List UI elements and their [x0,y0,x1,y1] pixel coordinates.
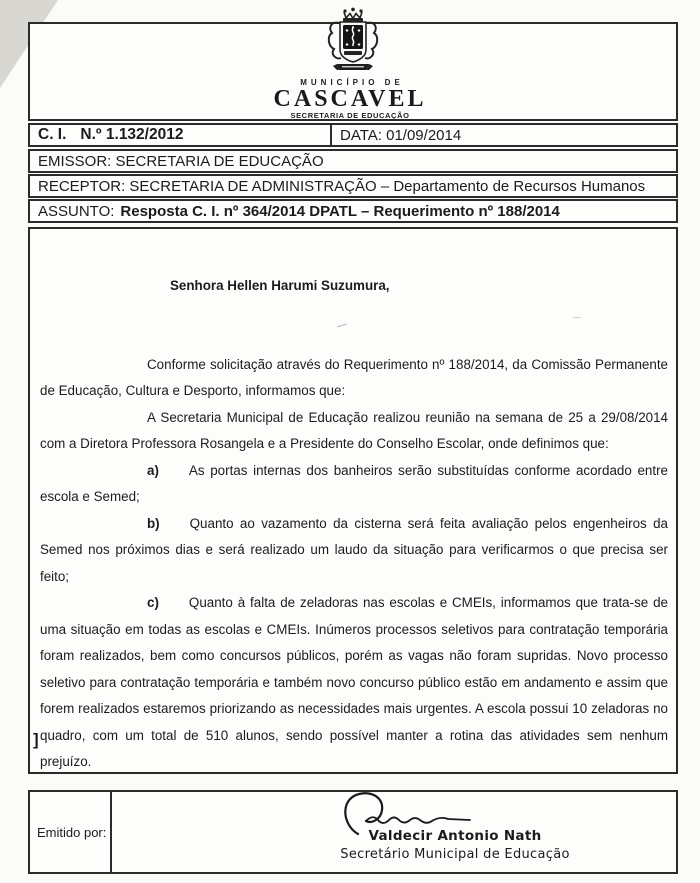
ci-label: C. I. [38,126,67,143]
letter-body-box [28,227,678,774]
letter-body [30,273,676,822]
ci-number: N.º 1.132/2012 [80,126,184,143]
salutation: Senhora Hellen Harumi Suzumura, [170,278,390,293]
item-text: Quanto ao vazamento da cisterna será feita avaliação pelos engenheiros da Semed nos próximos dias e será realizado um laudo da situação para verificarmos o que precisa ser feito; [40,515,668,584]
letter-paragraphs [40,352,668,776]
signer-identity [290,828,620,862]
assunto-label: ASSUNTO: [38,202,115,220]
signer-title: Secretário Municipal de Educação [340,847,570,862]
paragraph: Conforme solicitação através do Requerimento nº 188/2014, da Comissão Permanente de Educação, Cultura e Desporto, informamos que: [40,356,668,398]
receptor-row: RECEPTOR: SECRETARIA DE ADMINISTRAÇÃO – Departamento de Recursos Humanos [28,174,678,198]
department-label: SECRETARIA DE EDUCAÇÃO [290,111,410,120]
emitted-by-cell: Emitido por: [30,792,112,872]
signer-name: Valdecir Antonio Nath [368,828,542,844]
list-item-b [40,511,668,591]
municipality-label: MUNICÍPIO DE [300,78,404,87]
emissor-row: EMISSOR: SECRETARIA DE EDUCAÇÃO [28,149,678,173]
signature-box [28,790,678,874]
item-label: c) [147,595,159,610]
paragraph: A Secretaria Municipal de Educação realizou reunião na semana de 25 a 29/08/2014 com a Diretora Professora Rosangela e a Presidente do Conselho Escolar, onde definimos que: [40,409,668,451]
ink-smudge [573,313,581,318]
stray-bracket-mark: ] [33,730,39,749]
ink-smudge [335,318,347,328]
ci-number-cell [28,123,332,147]
item-label: b) [147,515,160,531]
item-text: Quanto à falta de zeladoras nas escolas e CMEIs, informamos que trata-se de uma situação em todas as escolas e CMEIs. Inúmeros processos seletivos para contratação temporária foram realizados, bem como concursos públicos, porém as vagas não foram supridas. Novo processo seletivo para contratação temporária e também novo concurso público estão em andamento e assim que forem realizados estaremos priorizando as necessidades mais urgentes. A escola possui 10 zeladoras no quadro, com um total de 510 alunos, sendo possível manter a rotina das atividades sem nenhum prejuízo. [40,595,668,769]
city-name: CASCAVEL [273,86,427,112]
list-item-c [40,590,668,776]
assunto-row [28,199,678,223]
date-cell: DATA: 01/09/2014 [330,123,678,147]
cascavel-coat-of-arms-icon [313,6,393,78]
item-label: a) [147,462,159,478]
assunto-value: Resposta C. I. nº 364/2014 DPATL – Requerimento nº 188/2014 [120,202,560,220]
list-item-a [40,458,668,511]
letterhead-brand [0,78,700,120]
item-text: As portas internas dos banheiros serão substituídas conforme acordado entre escola e Semed; [40,462,668,504]
